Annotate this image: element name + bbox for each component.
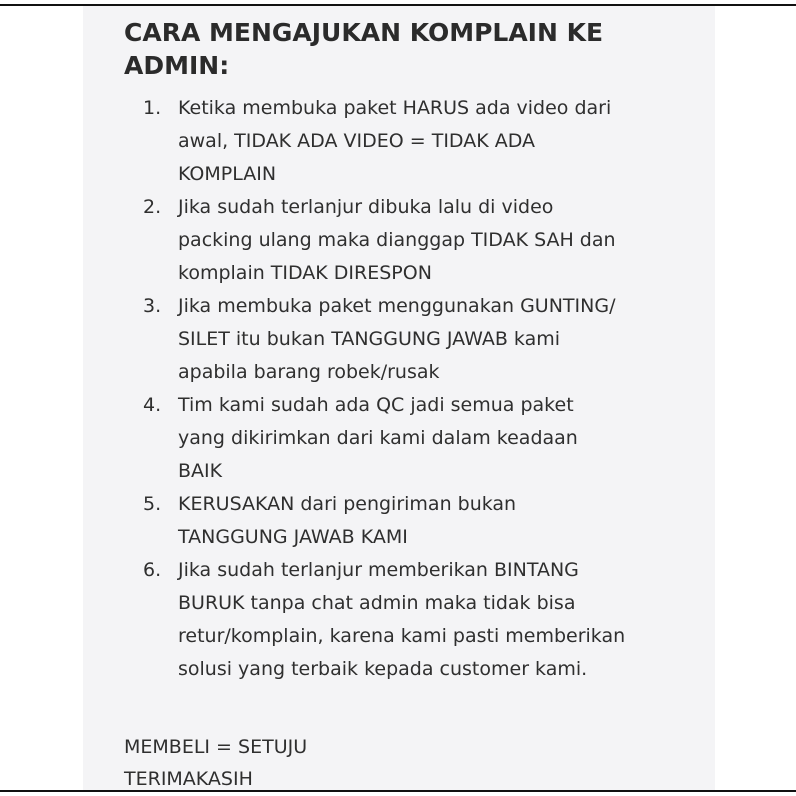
item-line: KERUSAKAN dari pengiriman bukan — [178, 493, 517, 515]
item-line: BURUK tanpa chat admin maka tidak bisa — [178, 592, 576, 614]
item-line: awal, TIDAK ADA VIDEO = TIDAK ADA — [178, 130, 536, 152]
complaint-rules-list — [0, 92, 796, 686]
list-item-6 — [0, 554, 796, 686]
item-line: retur/komplain, karena kami pasti memberikan — [178, 625, 626, 647]
item-number: 3. — [143, 295, 162, 317]
footer-line-1: MEMBELI = SETUJU — [124, 736, 308, 758]
item-line: apabila barang robek/rusak — [178, 361, 440, 383]
page-title — [124, 16, 684, 82]
item-line: Jika membuka paket menggunakan GUNTING/ — [178, 295, 616, 317]
list-item-5 — [0, 488, 796, 554]
item-line: Ketika membuka paket HARUS ada video dari — [178, 97, 612, 119]
list-item-3 — [0, 290, 796, 389]
item-line: Tim kami sudah ada QC jadi semua paket — [178, 394, 574, 416]
item-number: 6. — [143, 559, 162, 581]
bottom-border — [0, 790, 796, 792]
item-line: packing ulang maka dianggap TIDAK SAH dan — [178, 229, 616, 251]
footer-line-2: TERIMAKASIH — [124, 768, 253, 790]
title-line-1: CARA MENGAJUKAN KOMPLAIN KE — [124, 18, 604, 47]
item-line: KOMPLAIN — [178, 163, 277, 185]
list-item-2 — [0, 191, 796, 290]
item-number: 2. — [143, 196, 162, 218]
item-number: 4. — [143, 394, 162, 416]
list-item-4 — [0, 389, 796, 488]
item-line: BAIK — [178, 460, 223, 482]
item-line: solusi yang terbaik kepada customer kami. — [178, 658, 588, 680]
item-line: TANGGUNG JAWAB KAMI — [178, 526, 408, 548]
title-line-2: ADMIN: — [124, 51, 230, 80]
item-line: yang dikirimkan dari kami dalam keadaan — [178, 427, 578, 449]
item-number: 1. — [143, 97, 162, 119]
item-line: Jika sudah terlanjur memberikan BINTANG — [178, 559, 579, 581]
item-line: Jika sudah terlanjur dibuka lalu di video — [178, 196, 554, 218]
list-item-1 — [0, 92, 796, 191]
footer-note — [124, 731, 307, 795]
item-line: SILET itu bukan TANGGUNG JAWAB kami — [178, 328, 561, 350]
item-number: 5. — [143, 493, 162, 515]
item-line: komplain TIDAK DIRESPON — [178, 262, 432, 284]
